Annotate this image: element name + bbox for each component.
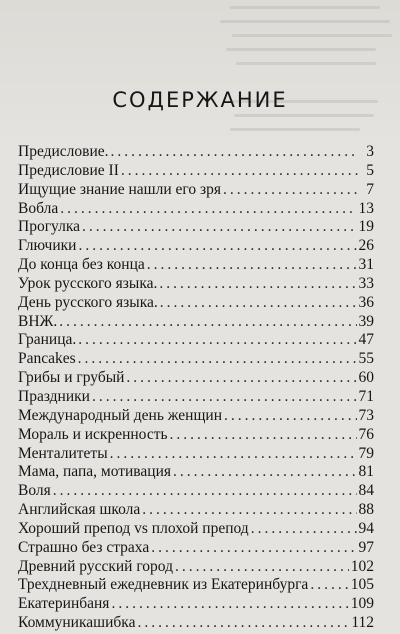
toc-entry-title: Предисловие II — [18, 161, 119, 179]
toc-leader-dots — [175, 558, 349, 577]
toc-entry — [18, 294, 374, 313]
toc-entry — [18, 520, 374, 539]
toc-entry-title: ВНЖ. — [18, 312, 58, 330]
toc-entry-page-number: 19 — [358, 218, 374, 236]
toc-entry-title: Грибы и грубый — [18, 369, 125, 387]
toc-entry-page-number: 31 — [358, 256, 374, 274]
toc-leader-dots — [173, 463, 356, 482]
toc-entry — [18, 388, 374, 407]
toc-entry-page-number: 94 — [358, 519, 374, 537]
toc-entry — [18, 445, 374, 464]
toc-entry-page-number: 105 — [350, 576, 374, 594]
toc-leader-dots — [121, 162, 358, 181]
toc-entry-title: Менталитеты — [18, 444, 108, 462]
toc-entry-title: Трехдневный ежедневник из Екатеринбурга — [18, 576, 309, 594]
toc-leader-dots — [151, 539, 356, 558]
toc-leader-dots — [78, 350, 357, 369]
toc-entry — [18, 200, 374, 219]
toc-entry — [18, 463, 374, 482]
toc-entry-title: Вобла — [18, 199, 59, 217]
toc-entry — [18, 218, 374, 237]
toc-leader-dots — [60, 200, 356, 219]
toc-entry-page-number: 112 — [351, 614, 374, 632]
toc-entry — [18, 539, 374, 558]
toc-leader-dots — [224, 407, 356, 426]
toc-entry-page-number: 71 — [358, 387, 374, 405]
toc-leader-dots — [59, 313, 356, 332]
toc-leader-dots — [142, 501, 356, 520]
toc-entry-title: Коммуникашибка — [18, 614, 136, 632]
toc-entry-title: Страшно без страха — [18, 538, 150, 556]
toc-entry-title: Граница. — [18, 331, 77, 349]
toc-entry-title: Воля — [18, 482, 51, 500]
toc-entry-page-number: 3 — [366, 143, 374, 160]
toc-leader-dots — [78, 237, 356, 256]
toc-entry-page-number: 76 — [358, 425, 374, 443]
toc-entry — [18, 614, 374, 633]
toc-entry-title: Мама, папа, мотивация — [18, 463, 172, 481]
toc-entry-page-number: 81 — [358, 463, 374, 481]
toc-entry — [18, 501, 374, 520]
toc-leader-dots — [78, 331, 356, 350]
toc-entry-title: Мораль и искренность — [18, 425, 168, 443]
toc-entry-title: День русского языка. — [18, 293, 158, 311]
toc-entry — [18, 313, 374, 332]
toc-entry-page-number: 79 — [358, 444, 374, 462]
toc-entry-page-number: 33 — [358, 274, 374, 292]
toc-leader-dots — [159, 275, 356, 294]
toc-entry-page-number: 60 — [358, 369, 374, 387]
toc-entry-page-number: 97 — [358, 538, 374, 556]
toc-entry-title: До конца без конца — [18, 256, 145, 274]
toc-entry — [18, 181, 374, 200]
toc-entry — [18, 237, 374, 256]
toc-entry-title: Прогулка — [18, 218, 81, 236]
toc-entry-page-number: 7 — [366, 180, 374, 198]
page-title: СОДЕРЖАНИЕ — [112, 88, 288, 113]
toc-leader-dots — [82, 218, 356, 237]
toc-leader-dots — [251, 520, 357, 539]
toc-entry — [18, 275, 374, 294]
toc-leader-dots — [111, 595, 348, 614]
toc-entry — [18, 558, 374, 577]
toc-entry-title: Екатеринбаня — [18, 595, 110, 613]
table-of-contents — [18, 143, 374, 633]
toc-entry-page-number: 55 — [358, 350, 374, 368]
toc-entry-page-number: 36 — [358, 293, 374, 311]
toc-entry-title: Ищущие знание нашли его зря — [18, 180, 221, 198]
toc-entry-page-number: 47 — [358, 331, 374, 349]
toc-entry-title: Праздники — [18, 387, 90, 405]
toc-leader-dots — [111, 143, 358, 162]
toc-entry-title: Урок русского языка. — [18, 274, 158, 292]
toc-leader-dots — [137, 614, 349, 633]
toc-leader-dots — [92, 388, 357, 407]
toc-entry — [18, 162, 374, 181]
toc-leader-dots — [53, 482, 357, 501]
toc-entry-page-number: 73 — [358, 406, 374, 424]
toc-entry-page-number: 84 — [358, 482, 374, 500]
toc-leader-dots — [310, 576, 348, 595]
toc-leader-dots — [110, 445, 357, 464]
toc-leader-dots — [147, 256, 357, 275]
toc-entry-page-number: 39 — [358, 312, 374, 330]
toc-entry-page-number: 5 — [366, 161, 374, 179]
toc-entry-page-number: 102 — [350, 557, 374, 575]
toc-entry-page-number: 13 — [358, 199, 374, 217]
toc-entry-title: Международный день женщин — [18, 406, 223, 424]
toc-entry-title: Глючики — [18, 237, 77, 255]
toc-entry — [18, 350, 374, 369]
toc-leader-dots — [223, 181, 358, 200]
toc-entry — [18, 256, 374, 275]
toc-entry-title: Pancakes — [18, 350, 76, 368]
toc-entry — [18, 407, 374, 426]
toc-leader-dots — [160, 294, 357, 313]
toc-entry-title: Английская школа — [18, 501, 141, 519]
toc-entry-title: Древний русский город — [18, 557, 173, 575]
toc-entry — [18, 482, 374, 501]
toc-entry-title: Хороший препод vs плохой препод — [18, 519, 249, 537]
toc-entry — [18, 331, 374, 350]
toc-entry-title: Предисловие. — [18, 143, 109, 160]
toc-entry — [18, 595, 374, 614]
toc-entry — [18, 369, 374, 388]
toc-entry-page-number: 109 — [350, 595, 374, 613]
toc-leader-dots — [170, 426, 357, 445]
toc-entry — [18, 576, 374, 595]
toc-entry — [18, 426, 374, 445]
toc-entry-page-number: 88 — [358, 501, 374, 519]
toc-entry — [18, 143, 374, 162]
toc-leader-dots — [126, 369, 356, 388]
toc-entry-page-number: 26 — [358, 237, 374, 255]
